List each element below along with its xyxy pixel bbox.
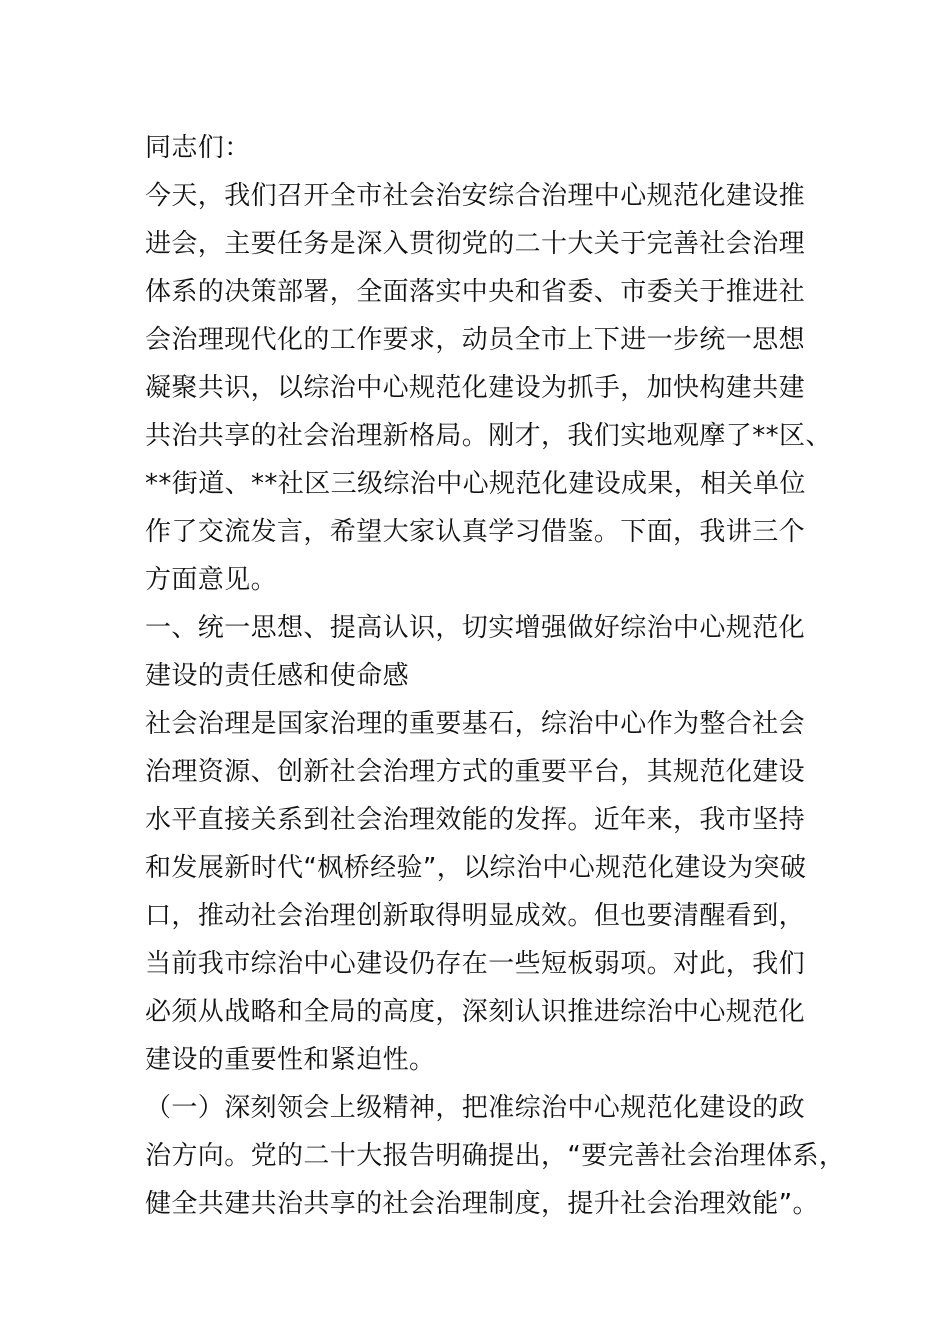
paragraph-line: 今天，我们召开全市社会治安综合治理中心规范化建设推 <box>145 181 806 211</box>
paragraph-line: 口，推动社会治理创新取得明显成效。但也要清醒看到， <box>145 901 806 931</box>
paragraph-line: 建设的重要性和紧迫性。 <box>145 1045 436 1075</box>
paragraph-line: **街道、**社区三级综治中心规范化建设成果，相关单位 <box>145 469 806 499</box>
paragraph-line: 和发展新时代“枫桥经验”，以综治中心规范化建设为突破 <box>145 853 807 883</box>
paragraph-line: 治理资源、创新社会治理方式的重要平台，其规范化建设 <box>145 757 806 787</box>
speech-text <box>145 124 846 1228</box>
paragraph-line: 水平直接关系到社会治理效能的发挥。近年来，我市坚持 <box>145 805 806 835</box>
paragraph-line: 体系的决策部署，全面落实中央和省委、市委关于推进社 <box>145 277 806 307</box>
paragraph-line: 方面意见。 <box>145 565 278 595</box>
paragraph-line: 凝聚共识，以综治中心规范化建设为抓手，加快构建共建 <box>145 373 806 403</box>
paragraph-line: 作了交流发言，希望大家认真学习借鉴。下面，我讲三个 <box>145 517 806 547</box>
paragraph-line: 当前我市综治中心建设仍存在一些短板弱项。对此，我们 <box>145 949 806 979</box>
section-heading-line: 建设的责任感和使命感 <box>145 661 410 691</box>
paragraph-line: 必须从战略和全局的高度，深刻认识推进综治中心规范化 <box>145 997 806 1027</box>
paragraph-line: 治方向。党的二十大报告明确提出，“要完善社会治理体系， <box>145 1141 846 1171</box>
paragraph-line: 会治理现代化的工作要求，动员全市上下进一步统一思想 <box>145 325 806 355</box>
paragraph-line: 进会，主要任务是深入贯彻党的二十大关于完善社会治理 <box>145 229 806 259</box>
paragraph-line: 健全共建共治共享的社会治理制度，提升社会治理效能”。 <box>145 1189 819 1219</box>
subsection-line: （一）深刻领会上级精神，把准综治中心规范化建设的政 <box>145 1093 806 1123</box>
section-heading-line: 一、统一思想、提高认识，切实增强做好综治中心规范化 <box>145 613 806 643</box>
paragraph-line: 共治共享的社会治理新格局。刚才，我们实地观摩了**区、 <box>145 421 832 451</box>
paragraph-line: 社会治理是国家治理的重要基石，综治中心作为整合社会 <box>145 709 806 739</box>
salutation-line: 同志们： <box>145 133 251 163</box>
